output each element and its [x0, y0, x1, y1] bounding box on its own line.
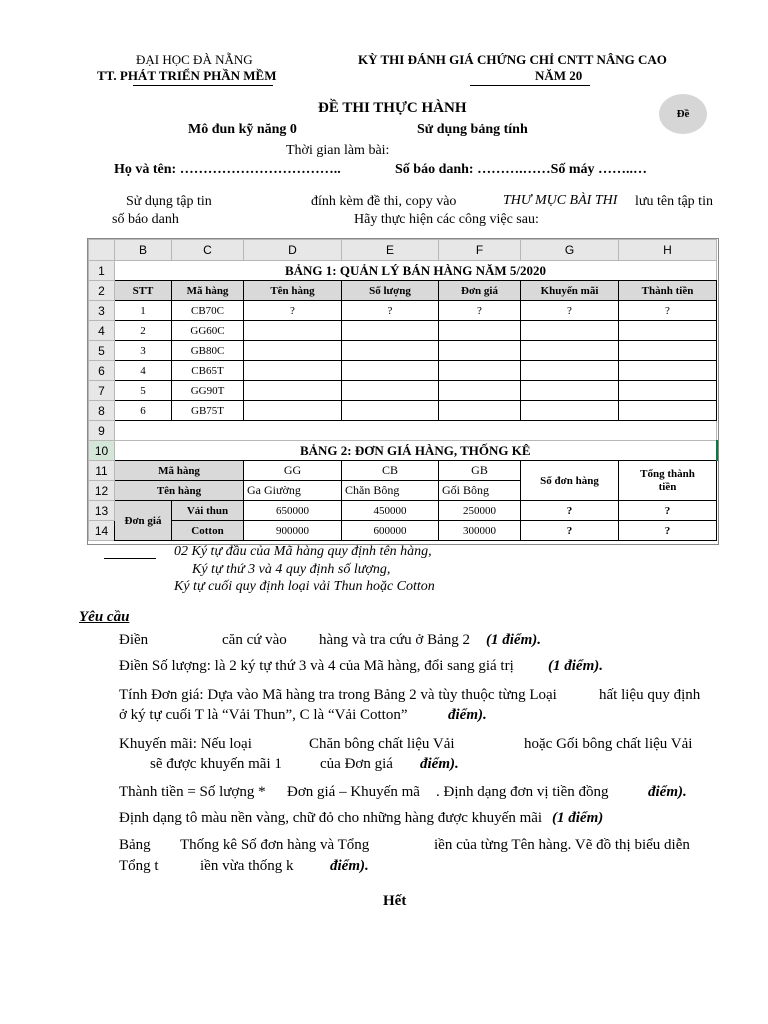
table1-cell: CB65T [172, 361, 244, 381]
sheet-row-13 [89, 501, 717, 521]
table2-question-cell: ? [619, 521, 717, 541]
row-number: 4 [89, 321, 115, 341]
row-number: 1 [89, 261, 115, 281]
table2-title: BẢNG 2: ĐƠN GIÁ HÀNG, THỐNG KÊ [115, 441, 717, 461]
table1-row [89, 301, 717, 321]
sheet-row-14 [89, 521, 717, 541]
col-header-g: G [521, 240, 619, 261]
table1-cell: ? [521, 301, 619, 321]
table1-header: Mã hàng [172, 281, 244, 301]
table1-header: Thành tiền [619, 281, 717, 301]
table1-cell: 4 [115, 361, 172, 381]
req1-points: (1 điểm). [486, 632, 541, 648]
table2-question-cell: ? [521, 501, 619, 521]
table1-cell [342, 401, 439, 421]
req7-text-d: Tổng t [119, 858, 159, 874]
notes-marker-line [104, 558, 156, 559]
col-header-f: F [439, 240, 521, 261]
table1-row [89, 401, 717, 421]
table2-price: 250000 [439, 501, 521, 521]
table1-header: Khuyến mãi [521, 281, 619, 301]
note-line-3: Ký tự cuối quy định loại vải Thun hoặc Cotton [174, 579, 435, 594]
table1-cell: GB80C [172, 341, 244, 361]
exam-title: ĐỀ THI THỰC HÀNH [318, 100, 467, 116]
table1-header: STT [115, 281, 172, 301]
row-number: 6 [89, 361, 115, 381]
row-number: 9 [89, 421, 115, 441]
row-number: 11 [89, 461, 115, 481]
table2-question-cell: ? [619, 501, 717, 521]
table1-cell [521, 381, 619, 401]
module-name: Sử dụng bảng tính [417, 122, 528, 137]
table2-don-gia-label: Đơn giá [115, 501, 172, 541]
req4-text-d: sẽ được khuyến mãi 1 [150, 756, 282, 772]
empty-row [115, 421, 717, 441]
exam-year: NĂM 20 [535, 68, 583, 83]
req6-text: Định dạng tô màu nền vàng, chữ đỏ cho những hàng được khuyến mãi [119, 810, 543, 826]
intro-text-b: đính kèm đề thi, copy vào [311, 194, 457, 209]
req1-part-c: hàng và tra cứu ở Bảng 2 [319, 632, 471, 648]
header-underline-left [133, 85, 273, 86]
note-line-1: 02 Ký tự đầu của Mã hàng quy định tên hàng, [174, 544, 432, 559]
column-header-row [89, 240, 717, 261]
row-number: 14 [89, 521, 115, 541]
table1-cell: ? [619, 301, 717, 321]
table2-ma-hang-label: Mã hàng [115, 461, 244, 481]
req4-text-c: hoặc Gối bông chất liệu Vải [524, 736, 693, 752]
req1-part-b: căn cứ vào [222, 632, 287, 648]
req2-points: (1 điểm). [548, 658, 603, 674]
table1-row [89, 361, 717, 381]
table1-cell: ? [342, 301, 439, 321]
col-header-c: C [172, 240, 244, 261]
table1-cell [439, 401, 521, 421]
col-header-h: H [619, 240, 717, 261]
req3-points: điểm). [448, 707, 487, 723]
table1-cell [244, 361, 342, 381]
col-header-d: D [244, 240, 342, 261]
req4-points: điểm). [420, 756, 459, 772]
col-header-e: E [342, 240, 439, 261]
row-number: 13 [89, 501, 115, 521]
req4-text-e: của Đơn giá [320, 756, 393, 772]
table2-product-name: Ga Giường [244, 481, 342, 501]
table2-price: 900000 [244, 521, 342, 541]
table1-row [89, 341, 717, 361]
req5-text-b: Đơn giá – Khuyến mã [287, 784, 420, 800]
exam-series-title: KỲ THI ĐÁNH GIÁ CHỨNG CHỈ CNTT NÂNG CAO [358, 52, 667, 67]
table1-cell [619, 321, 717, 341]
time-label: Thời gian làm bài: [286, 143, 390, 158]
table1-cell: CB70C [172, 301, 244, 321]
table1-cell [521, 341, 619, 361]
table1-cell [521, 401, 619, 421]
req5-text-c: . Định dạng đơn vị tiền đồng [436, 784, 609, 800]
table1-cell: ? [439, 301, 521, 321]
req7-points: điểm). [330, 858, 369, 874]
row-number: 3 [89, 301, 115, 321]
req5-points: điểm). [648, 784, 687, 800]
row-number: 5 [89, 341, 115, 361]
table2-total-header: Tổng thành tiền [619, 461, 717, 501]
req3-text-b: hất liệu quy định [599, 687, 701, 703]
row-number: 2 [89, 281, 115, 301]
table1-cell [342, 361, 439, 381]
table2-question-cell: ? [521, 521, 619, 541]
module-label: Mô đun kỹ năng 0 [188, 122, 297, 137]
req5-text-a: Thành tiền = Số lượng * [119, 784, 266, 800]
note-line-2: Ký tự thứ 3 và 4 quy định số lượng, [192, 562, 391, 577]
spreadsheet-grid [88, 239, 718, 541]
req7-text-c: iền của từng Tên hàng. Vẽ đồ thị biểu diễn [434, 837, 690, 853]
university-name: ĐẠI HỌC ĐÀ NẴNG [136, 52, 253, 67]
req1-part-a: Điền [119, 632, 149, 648]
table1-cell: 1 [115, 301, 172, 321]
col-header-b: B [115, 240, 172, 261]
req6-points: (1 điểm) [552, 810, 604, 826]
table1-cell [619, 341, 717, 361]
table2-vai-thun-label: Vải thun [172, 501, 244, 521]
sheet-row-10 [89, 441, 717, 461]
table1-row [89, 321, 717, 341]
row-number: 8 [89, 401, 115, 421]
row-number: 7 [89, 381, 115, 401]
table2-price: 450000 [342, 501, 439, 521]
table2-code: GG [244, 461, 342, 481]
table1-cell [619, 401, 717, 421]
table2-code: CB [342, 461, 439, 481]
table1-cell [342, 341, 439, 361]
exam-code-badge: Đề [659, 94, 707, 134]
table1-cell [439, 341, 521, 361]
table2-price: 300000 [439, 521, 521, 541]
table1-cell: 6 [115, 401, 172, 421]
table1-cell [619, 361, 717, 381]
table1-cell: GG90T [172, 381, 244, 401]
table1-cell [342, 321, 439, 341]
table1-cell [244, 401, 342, 421]
table2-order-count-header: Số đơn hàng [521, 461, 619, 501]
table1-title: BẢNG 1: QUẢN LÝ BÁN HÀNG NĂM 5/2020 [115, 261, 717, 281]
table1-cell [244, 341, 342, 361]
table1-cell [521, 361, 619, 381]
table1-cell: 5 [115, 381, 172, 401]
req4-text-a: Khuyến mãi: Nếu loại [119, 736, 252, 752]
table1-cell [619, 381, 717, 401]
req2-text: Điền Số lượng: là 2 ký tự thứ 3 và 4 của Mã hàng, đổi sang giá trị [119, 658, 514, 674]
table1-cell [244, 321, 342, 341]
intro-text-e: số báo danh [112, 212, 179, 227]
table1-cell: GG60C [172, 321, 244, 341]
table2-product-name: Gối Bông [439, 481, 521, 501]
table1-cell [439, 321, 521, 341]
requirements-heading: Yêu cầu [79, 609, 130, 625]
table1-cell [244, 381, 342, 401]
table1-header: Tên hàng [244, 281, 342, 301]
table2-product-name: Chăn Bông [342, 481, 439, 501]
intro-text-a: Sử dụng tập tin [126, 194, 212, 209]
corner-cell [89, 240, 115, 261]
req7-text-b: Thống kê Số đơn hàng và Tổng [180, 837, 370, 853]
table1-cell: 3 [115, 341, 172, 361]
header-underline-right [470, 85, 590, 86]
sheet-row-11 [89, 461, 717, 481]
table2-cotton-label: Cotton [172, 521, 244, 541]
intro-text-d: lưu tên tập tin [635, 194, 713, 209]
table2-code: GB [439, 461, 521, 481]
req7-text-e: iền vừa thống k [200, 858, 294, 874]
table1-cell [439, 381, 521, 401]
end-marker: Hết [383, 893, 407, 909]
candidate-name-field: Họ và tên: …………………………….. [114, 162, 341, 177]
req3-text-c: ở ký tự cuối T là “Vải Thun”, C là “Vải Cotton” [119, 707, 408, 723]
row-number: 12 [89, 481, 115, 501]
table1-header-row [89, 281, 717, 301]
table1-cell: 2 [115, 321, 172, 341]
table1-row [89, 381, 717, 401]
req4-text-b: Chăn bông chất liệu Vải [309, 736, 455, 752]
sheet-row-1 [89, 261, 717, 281]
table1-cell: ? [244, 301, 342, 321]
intro-folder-name: THƯ MỤC BÀI THI [503, 193, 618, 208]
spreadsheet-image [87, 238, 719, 545]
table1-body [89, 301, 717, 421]
req3-text-a: Tính Đơn giá: Dựa vào Mã hàng tra trong Bảng 2 và tùy thuộc từng Loại [119, 687, 557, 703]
row-number: 10 [89, 441, 115, 461]
table1-cell: GB75T [172, 401, 244, 421]
table1-header: Số lượng [342, 281, 439, 301]
center-name: TT. PHÁT TRIỂN PHẦN MỀM [97, 68, 277, 83]
sheet-row-9 [89, 421, 717, 441]
intro-instruction: Hãy thực hiện các công việc sau: [354, 212, 539, 227]
table1-cell [342, 381, 439, 401]
req7-text-a: Bảng [119, 837, 151, 853]
table2-price: 600000 [342, 521, 439, 541]
table1-header: Đơn giá [439, 281, 521, 301]
candidate-id-field: Số báo danh: ……….……Số máy ……..… [395, 162, 648, 177]
table1-cell [439, 361, 521, 381]
table2-price: 650000 [244, 501, 342, 521]
table1-cell [521, 321, 619, 341]
table2-ten-hang-label: Tên hàng [115, 481, 244, 501]
